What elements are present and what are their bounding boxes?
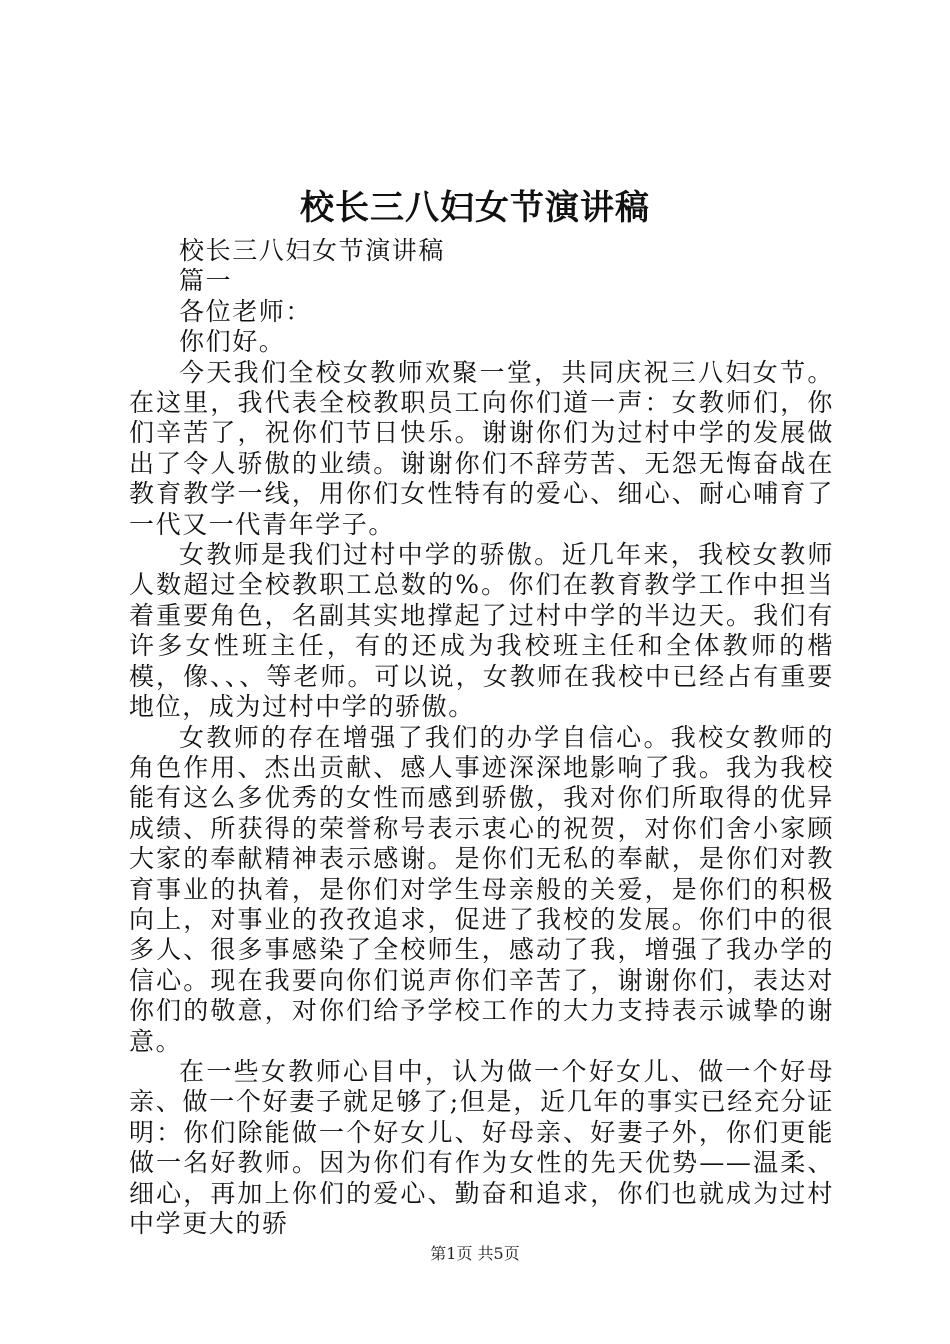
document-title: 校长三八妇女节演讲稿 — [300, 188, 650, 228]
paragraph-body: 今天我们全校女教师欢聚一堂，共同庆祝三八妇女节。在这里，我代表全校教职员工向你们道一声：女教师们，你们辛苦了，祝你们节日快乐。谢谢你们为过村中学的发展做出了令人骄傲的业绩。谢谢你们不辞劳苦、无怨无悔奋战在教育教学一线，用你们女性特有的爱心、细心、耐心哺育了一代又一代青年学子。 — [129, 357, 834, 539]
paragraph-body: 在一些女教师心目中，认为做一个好女儿、做一个好母亲、做一个好妻子就足够了;但是，近几年的事实已经充分证明：你们除能做一个好女儿、好母亲、好妻子外，你们更能做一名好教师。因为你们有作为女性的先天优势——温柔、细心，再加上你们的爱心、勤奋和追求，你们也就成为过村中学更大的骄 — [129, 1056, 834, 1238]
paragraph-greeting: 你们好。 — [179, 327, 286, 357]
page-footer: 第1页 共5页 — [430, 1244, 520, 1263]
document-body — [129, 236, 834, 1239]
paragraph-salutation: 各位老师： — [179, 296, 313, 326]
paragraph-body: 女教师的存在增强了我们的办学自信心。我校女教师的角色作用、杰出贡献、感人事迹深深地影响了我。我为我校能有这么多优秀的女性而感到骄傲，我对你们所取得的优异成绩、所获得的荣誉称号表示衷心的祝贺，对你们舍小家顾大家的奉献精神表示感谢。是你们无私的奉献，是你们对教育事业的执着，是你们对学生母亲般的关爱，是你们的积极向上，对事业的孜孜追求，促进了我校的发展。你们中的很多人、很多事感染了全校师生，感动了我，增强了我办学的信心。现在我要向你们说声你们辛苦了，谢谢你们，表达对你们的敬意，对你们给予学校工作的大力支持表示诚挚的谢意。 — [129, 722, 834, 1056]
paragraph-subtitle: 校长三八妇女节演讲稿 — [179, 236, 446, 265]
paragraph-body: 女教师是我们过村中学的骄傲。近几年来，我校女教师人数超过全校教职工总数的%。你们在教育教学工作中担当着重要角色，名副其实地撑起了过村中学的半边天。我们有许多女性班主任，有的还成为我校班主任和全体教师的楷模，像、、、等老师。可以说，女教师在我校中已经占有重要地位，成为过村中学的骄傲。 — [129, 540, 834, 722]
paragraph-section-label: 篇一 — [179, 266, 233, 296]
